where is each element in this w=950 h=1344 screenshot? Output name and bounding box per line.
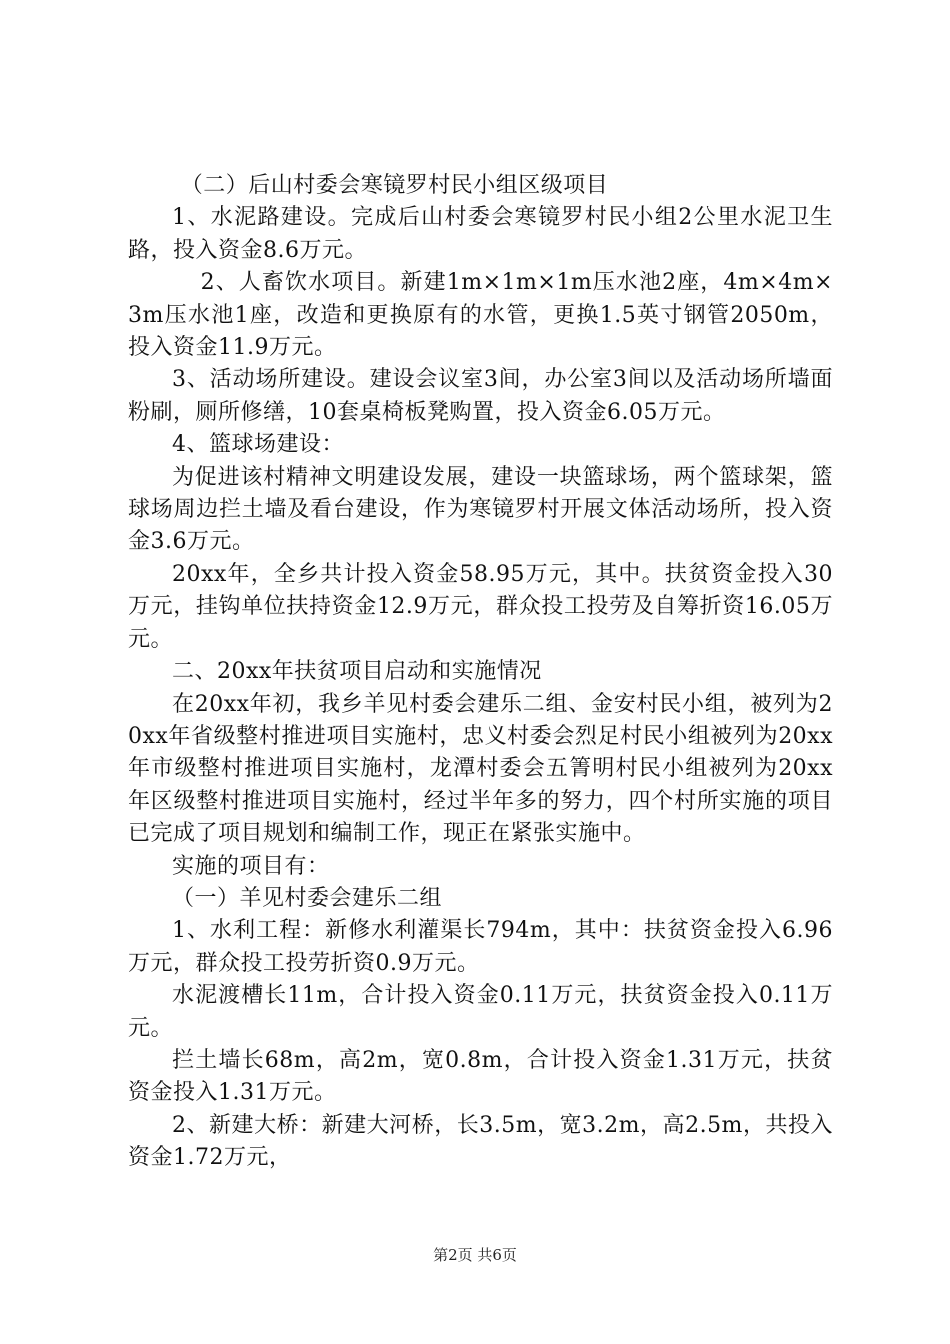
paragraph: 拦土墙长68m，高2m，宽0.8m，合计投入资金1.31万元，扶贫资金投入1.31万元。: [128, 1047, 833, 1106]
paragraph: 在20xx年初，我乡羊见村委会建乐二组、金安村民小组，被列为20xx年省级整村推进项目实施村，忠义村委会烈足村民小组被列为20xx年市级整村推进项目实施村，龙潭村委会五箐明村民小组被列为20xx年区级整村推进项目实施村，经过半年多的努力，四个村所实施的项目已完成了项目规划和编制工作，现正在紧张实施中。: [128, 691, 833, 847]
document-body: [128, 170, 833, 1175]
paragraph: 1、水利工程：新修水利灌渠长794m，其中：扶贫资金投入6.96万元，群众投工投劳折资0.9万元。: [128, 918, 833, 976]
paragraph: 2、新建大桥：新建大河桥，长3.5m，宽3.2m，高2.5m，共投入资金1.72万元，: [128, 1112, 833, 1171]
paragraph: 20xx年，全乡共计投入资金58.95万元，其中。扶贫资金投入30万元，挂钩单位扶持资金12.9万元，群众投工投劳及自筹折资16.05万元。: [128, 561, 833, 652]
section-heading: （一）羊见村委会建乐二组: [172, 885, 443, 911]
paragraph: 水泥渡槽长11m，合计投入资金0.11万元，扶贫资金投入0.11万元。: [128, 983, 833, 1041]
paragraph: 1、水泥路建设。完成后山村委会寒镜罗村民小组2公里水泥卫生路，投入资金8.6万元。: [128, 205, 833, 263]
paragraph: 为促进该村精神文明建设发展，建设一块篮球场，两个篮球架，篮球场周边拦土墙及看台建设，作为寒镜罗村开展文体活动场所，投入资金3.6万元。: [128, 464, 833, 555]
section-heading: 二、20xx年扶贫项目启动和实施情况: [172, 659, 542, 685]
paragraph: 4、篮球场建设：: [172, 432, 344, 458]
section-heading: （二）后山村委会寒镜罗村民小组区级项目: [180, 173, 609, 198]
paragraph: 3、活动场所建设。建设会议室3间，办公室3间以及活动场所墙面粉刷，厕所修缮，10套桌椅板凳购置，投入资金6.05万元。: [128, 367, 833, 425]
paragraph: 实施的项目有：: [172, 853, 330, 879]
paragraph: 2、人畜饮水项目。新建1m×1m×1m压水池2座，4m×4m×3m压水池1座，改造和更换原有的水管，更换1.5英寸钢管2050m，投入资金11.9万元。: [128, 270, 833, 361]
page-footer: 第2页 共6页: [433, 1246, 517, 1264]
